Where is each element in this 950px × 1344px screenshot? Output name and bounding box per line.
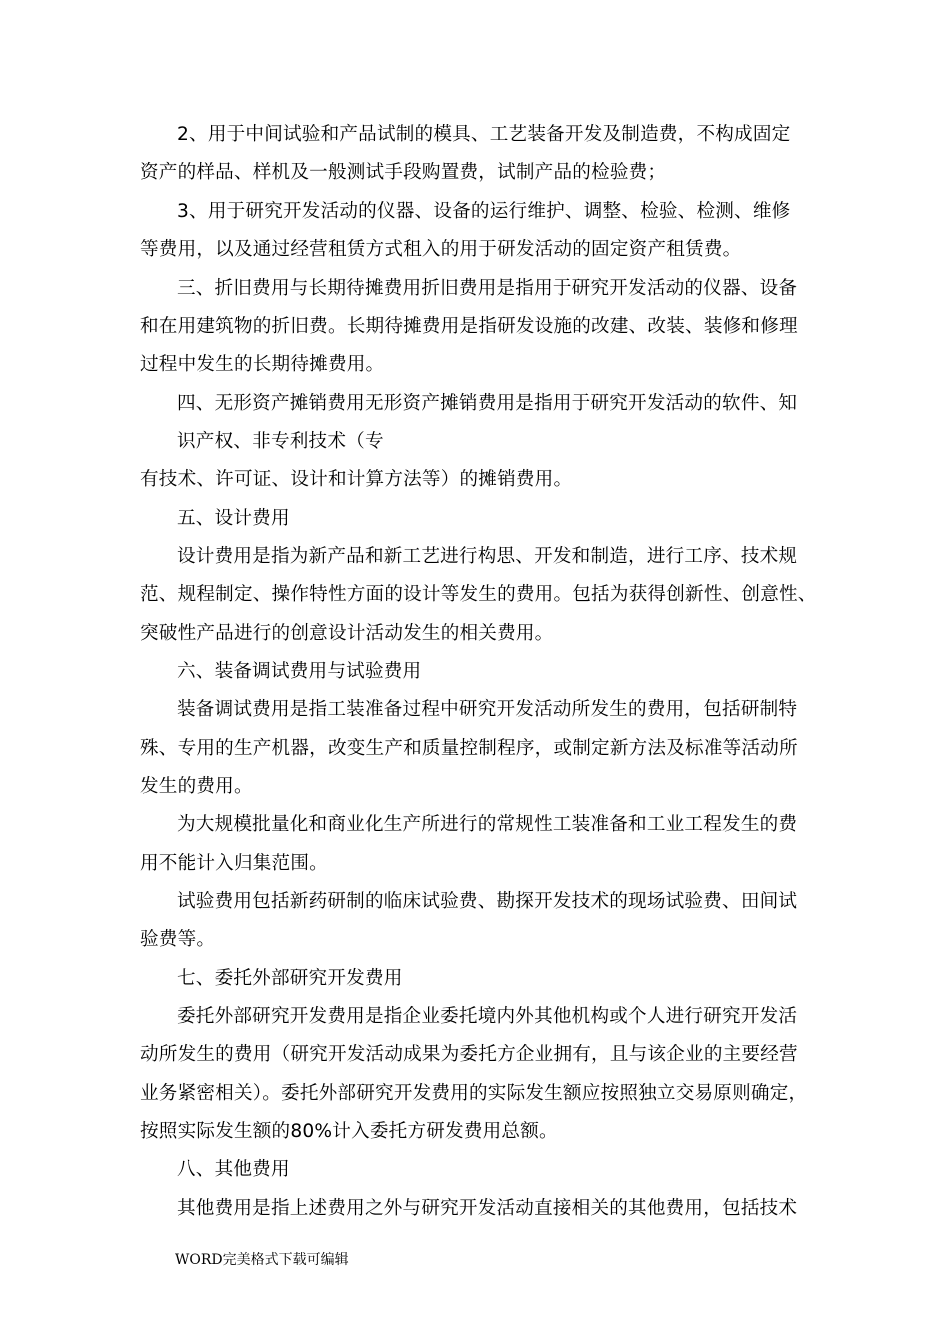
paragraph-line: 过程中发生的长期待摊费用。 [140, 354, 385, 375]
section-heading: 五、设计费用 [177, 508, 290, 529]
paragraph-line: 发生的费用。 [140, 776, 253, 797]
paragraph-line: 验费等。 [140, 929, 216, 950]
paragraph-line: 四、无形资产摊销费用无形资产摊销费用是指用于研究开发活动的软件、知 [177, 393, 798, 414]
paragraph-line: 殊、专用的生产机器，改变生产和质量控制程序，或制定新方法及标准等活动所 [140, 738, 798, 759]
paragraph-line: 为大规模批量化和商业化生产所进行的常规性工装准备和工业工程发生的费 [177, 814, 798, 835]
paragraph-line: 3、用于研究开发活动的仪器、设备的运行维护、调整、检验、检测、维修 [177, 201, 791, 222]
section-heading: 八、其他费用 [177, 1159, 290, 1180]
paragraph-line: 其他费用是指上述费用之外与研究开发活动直接相关的其他费用，包括技术 [177, 1198, 798, 1219]
section-heading: 七、委托外部研究开发费用 [177, 968, 403, 989]
paragraph-line: 委托外部研究开发费用是指企业委托境内外其他机构或个人进行研究开发活 [177, 1006, 798, 1027]
paragraph-line: 识产权、非专利技术（专 [177, 431, 384, 452]
paragraph-line: 设计费用是指为新产品和新工艺进行构思、开发和制造，进行工序、技术规 [177, 546, 798, 567]
paragraph-line: 等费用，以及通过经营租赁方式租入的用于研发活动的固定资产租赁费。 [140, 239, 742, 260]
page-footer: WORD完美格式下载可编辑 [175, 1252, 349, 1268]
paragraph-line: 资产的样品、样机及一般测试手段购置费，试制产品的检验费； [140, 162, 667, 183]
paragraph-line: 有技术、许可证、设计和计算方法等）的摊销费用。 [140, 469, 573, 490]
paragraph-line: 范、规程制定、操作特性方面的设计等发生的费用。包括为获得创新性、创意性、 [140, 584, 817, 605]
section-heading: 六、装备调试费用与试验费用 [177, 661, 422, 682]
paragraph-line: 动所发生的费用（研究开发活动成果为委托方企业拥有，且与该企业的主要经营 [140, 1044, 798, 1065]
paragraph-line: 突破性产品进行的创意设计活动发生的相关费用。 [140, 623, 554, 644]
paragraph-line: 和在用建筑物的折旧费。长期待摊费用是指研发设施的改建、改装、装修和修理 [140, 316, 798, 337]
paragraph-line: 装备调试费用是指工装准备过程中研究开发活动所发生的费用，包括研制特 [177, 699, 798, 720]
paragraph-line: 试验费用包括新药研制的临床试验费、勘探开发技术的现场试验费、田间试 [177, 891, 798, 912]
paragraph-line: 业务紧密相关）。委托外部研究开发费用的实际发生额应按照独立交易原则确定， [140, 1083, 808, 1104]
paragraph-line: 三、折旧费用与长期待摊费用折旧费用是指用于研究开发活动的仪器、设备 [177, 278, 798, 299]
paragraph-line: 2、用于中间试验和产品试制的模具、工艺装备开发及制造费，不构成固定 [177, 124, 791, 145]
paragraph-line: 用不能计入归集范围。 [140, 853, 328, 874]
paragraph-line: 按照实际发生额的80%计入委托方研发费用总额。 [140, 1121, 558, 1142]
